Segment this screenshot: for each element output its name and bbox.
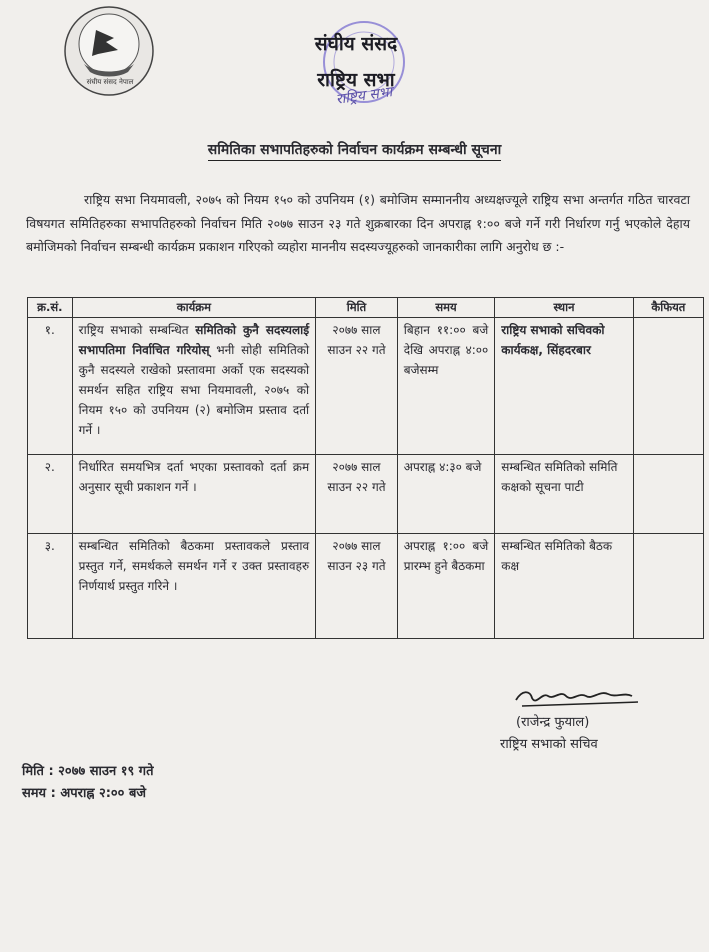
col-serial: क्र.सं. <box>28 298 73 318</box>
row-remarks <box>633 455 703 534</box>
row-remarks <box>633 534 703 639</box>
header-line1: संघीय संसद <box>314 33 398 55</box>
row-place <box>495 318 634 455</box>
row-time: अपराह्न १:०० बजे प्रारम्भ हुने बैठकमा <box>397 534 494 639</box>
col-place: स्थान <box>495 298 634 318</box>
row-program: सम्बन्धित समितिको बैठकमा प्रस्तावकले प्रस्ताव प्रस्तुत गर्ने, समर्थकले समर्थन गर्ने र उक्त प्रस्तावहरु निर्णयार्थ प्रस्तुत गरिने । <box>72 534 315 639</box>
row-remarks <box>633 318 703 455</box>
intro-paragraph: राष्ट्रिय सभा नियमावली, २०७५ को नियम १५० को उपनियम (१) बमोजिम सम्माननीय अध्यक्षज्यूले राष्ट्रिय सभा अन्तर्गत गठित चारवटा विषयगत समितिहरुका सभापतिहरुको निर्वाचन मिति २०७७ साउन २३ गते शुक्रबारका दिन अपराह्न १:०० बजे गर्ने गरी निर्धारण गर्नु भएकोले देहाय बमोजिमको निर्वाचन सम्बन्धी कार्यक्रम प्रकाशन गरिएको व्यहोरा माननीय सदस्यज्यूहरुको जानकारीका लागि अनुरोध छ :- <box>26 192 690 254</box>
row-program: निर्धारित समयभित्र दर्ता भएका प्रस्तावको दर्ता क्रम अनुसार सूची प्रकाशन गर्ने । <box>72 455 315 534</box>
emblem-caption: संघीय संसद नेपाल <box>86 78 134 86</box>
signatory-name: (राजेन्द्र फुयाल) <box>516 715 590 730</box>
row-serial: ३. <box>28 534 73 639</box>
row-date: २०७७ साल साउन २३ गते <box>316 534 398 639</box>
table-header-row <box>28 298 704 318</box>
notice-title <box>0 140 709 159</box>
table-row <box>28 455 704 534</box>
row-time: बिहान ११:०० बजे देखि अपराह्न ४:०० बजेसम्म <box>397 318 494 455</box>
row-date: २०७७ साल साउन २२ गते <box>316 318 398 455</box>
program-text-post: भनी सोही समितिको कुनै सदस्यले राखेको प्रस्तावमा अर्को एक सदस्यको समर्थन सहित राष्ट्रिय सभा नियमावली, २०७५ को नियम १५० को उपनियम (२) बमोजिम प्रस्ताव दर्ता गर्ने । <box>78 343 310 437</box>
row-time: अपराह्न ४:३० बजे <box>397 455 494 534</box>
row-place: सम्बन्धित समितिको समिति कक्षको सूचना पाटी <box>495 455 634 534</box>
seal-text: राष्ट्रिय सभा <box>334 84 394 108</box>
notice-title-text: समितिका सभापतिहरुको निर्वाचन कार्यक्रम सम्बन्धी सूचना <box>208 142 501 161</box>
schedule-table <box>27 297 704 639</box>
row-date: २०७७ साल साउन २२ गते <box>316 455 398 534</box>
col-program: कार्यक्रम <box>72 298 315 318</box>
signature-scrawl-icon <box>512 682 642 712</box>
issue-time: समय : अपराह्न २:०० बजे <box>22 786 147 801</box>
row-serial: २. <box>28 455 73 534</box>
signatory-title: राष्ट्रिय सभाको सचिव <box>500 737 598 752</box>
program-text-bold: समितिको कुनै सदस्यलाई सभापतिमा निर्वाचित गरियोस् <box>78 323 310 357</box>
issue-date: मिति : २०७७ साउन १९ गते <box>22 764 154 779</box>
table-row <box>28 318 704 455</box>
col-time: समय <box>397 298 494 318</box>
row-program <box>72 318 315 455</box>
row-place: सम्बन्धित समितिको बैठक कक्ष <box>495 534 634 639</box>
table-row <box>28 534 704 639</box>
program-text-pre: राष्ट्रिय सभाको सम्बन्धित <box>78 323 196 337</box>
row-serial: १. <box>28 318 73 455</box>
header-line2: राष्ट्रिय सभा <box>317 69 395 91</box>
col-date: मिति <box>316 298 398 318</box>
col-remarks: कैफियत <box>633 298 703 318</box>
row-place-text: राष्ट्रिय सभाको सचिवको कार्यकक्ष, सिंहदरबार <box>501 323 605 357</box>
